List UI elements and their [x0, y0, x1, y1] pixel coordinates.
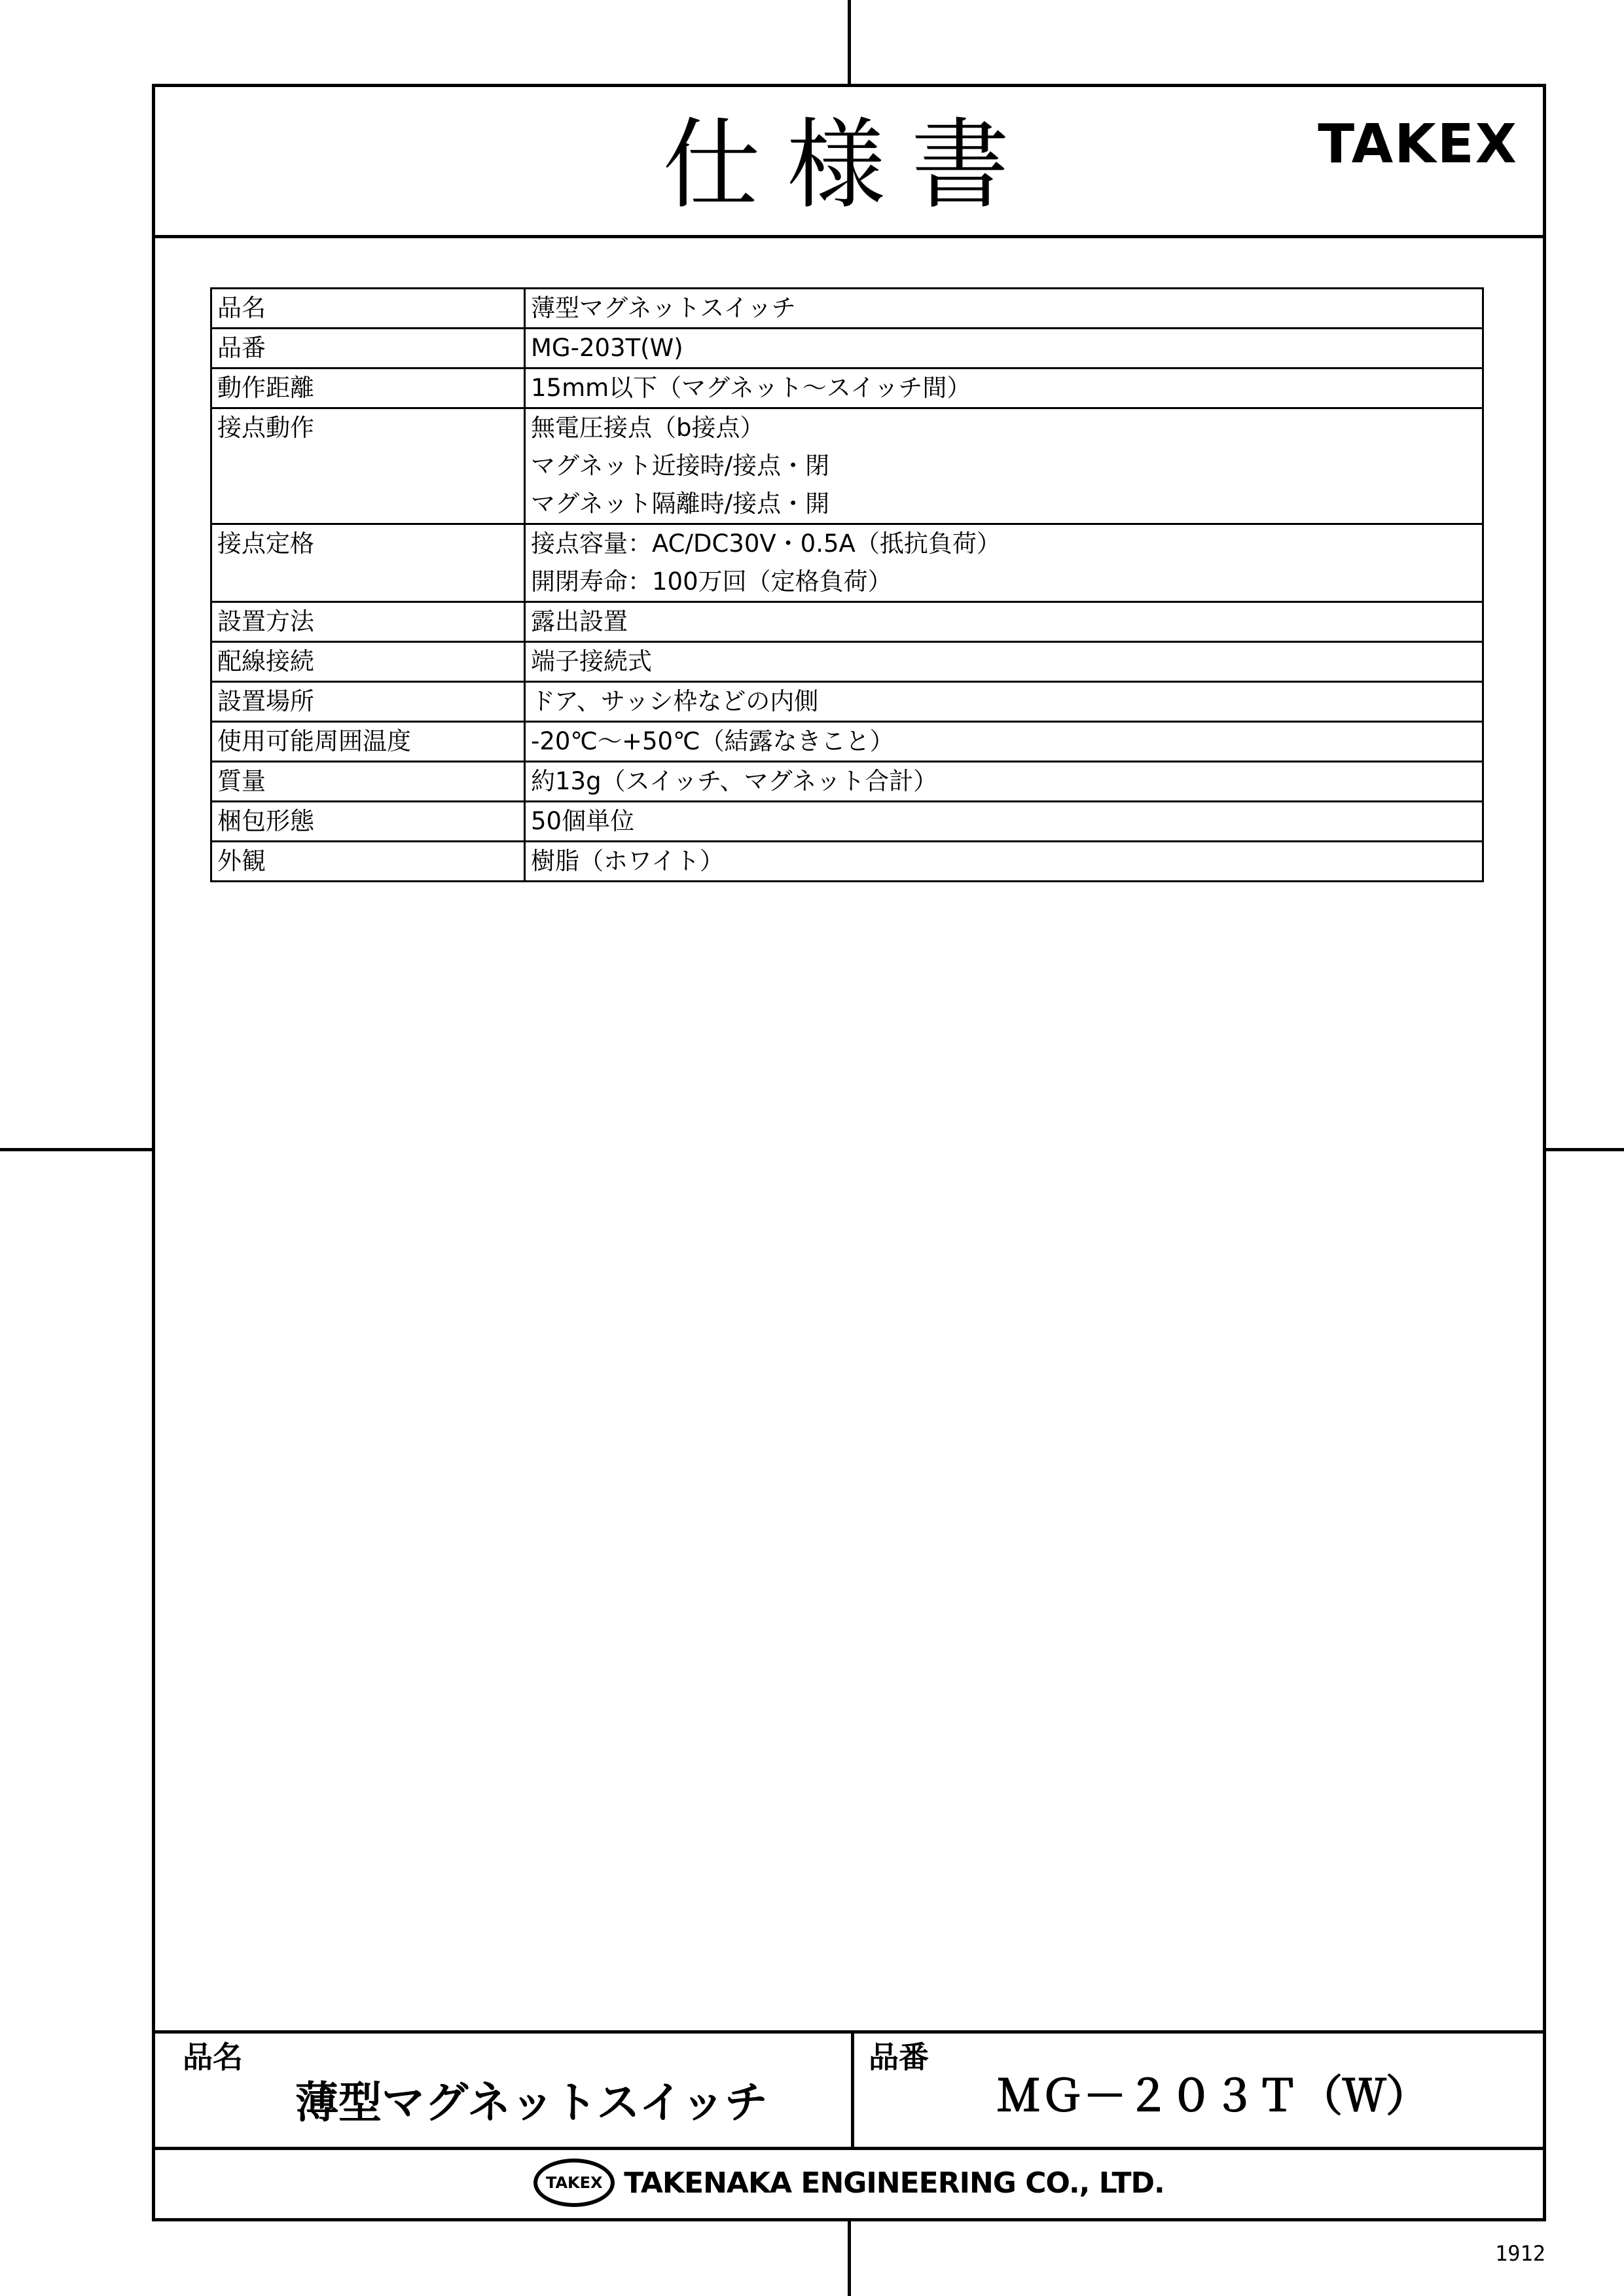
- spec-value-line: 端子接続式: [531, 647, 652, 675]
- spec-label: 接点動作: [211, 408, 525, 524]
- table-row: [211, 842, 1483, 882]
- spec-value-line: 薄型マグネットスイッチ: [531, 294, 796, 322]
- spec-value: [525, 368, 1483, 408]
- document-number: 1912: [1494, 2241, 1545, 2266]
- spec-value-line: 約13g（スイッチ、マグネット合計）: [531, 767, 938, 795]
- spec-value: [525, 408, 1483, 524]
- company-name: TAKENAKA ENGINEERING CO., LTD.: [624, 2166, 1164, 2200]
- spec-value: [525, 289, 1483, 329]
- spec-value: [525, 762, 1483, 802]
- footer-divider-top: [155, 2030, 1543, 2034]
- spec-label: 外観: [211, 842, 525, 882]
- table-row: [211, 642, 1483, 682]
- spec-value-line: 無電圧接点（b接点）: [531, 414, 765, 442]
- spec-label: 接点定格: [211, 524, 525, 602]
- table-row: [211, 368, 1483, 408]
- spec-value-line: ドア、サッシ枠などの内側: [531, 687, 819, 715]
- table-row: [211, 762, 1483, 802]
- spec-value: [525, 842, 1483, 882]
- footer-product-number-label: 品番: [869, 2039, 929, 2075]
- table-row: [211, 289, 1483, 329]
- spec-value-line: 開閉寿命：100万回（定格負荷）: [531, 567, 892, 596]
- table-row: [211, 802, 1483, 842]
- document-frame: [152, 84, 1546, 2221]
- spec-value-line: 樹脂（ホワイト）: [531, 847, 724, 875]
- company-row: [155, 2147, 1543, 2219]
- table-row: [211, 682, 1483, 722]
- table-row: [211, 329, 1483, 368]
- table-row: [211, 408, 1483, 524]
- spec-label: 設置場所: [211, 682, 525, 722]
- spec-value: [525, 642, 1483, 682]
- spec-label: 質量: [211, 762, 525, 802]
- footer-product-number: ＭＧ－２０３Ｔ（Ｗ）: [997, 2071, 1429, 2121]
- spec-value-line: マグネット隔離時/接点・開: [531, 490, 830, 518]
- crop-mark-left: [0, 1148, 152, 1151]
- header-divider: [155, 235, 1543, 238]
- footer-product-name-label: 品名: [183, 2039, 243, 2075]
- spec-value: [525, 722, 1483, 762]
- brand-logo: TAKEX: [1318, 113, 1518, 175]
- spec-value: [525, 602, 1483, 642]
- spec-value-line: -20℃～+50℃（結露なきこと）: [531, 727, 894, 755]
- spec-label: 動作距離: [211, 368, 525, 408]
- spec-value-line: 露出設置: [531, 607, 628, 636]
- table-row: [211, 602, 1483, 642]
- spec-value-line: 接点容量：AC/DC30V・0.5A（抵抗負荷）: [531, 529, 1001, 558]
- footer-column-divider: [851, 2030, 854, 2147]
- spec-label: 設置方法: [211, 602, 525, 642]
- footer-product-name: 薄型マグネットスイッチ: [295, 2077, 768, 2128]
- crop-mark-right: [1546, 1148, 1624, 1151]
- spec-value-line: MG-203T(W): [531, 334, 683, 362]
- spec-value: [525, 524, 1483, 602]
- table-row: [211, 722, 1483, 762]
- spec-label: 梱包形態: [211, 802, 525, 842]
- spec-table: [210, 287, 1484, 882]
- crop-mark-bottom: [848, 2221, 851, 2296]
- spec-label: 配線接続: [211, 642, 525, 682]
- spec-value: [525, 682, 1483, 722]
- spec-value: [525, 802, 1483, 842]
- spec-value-line: 50個単位: [531, 807, 635, 835]
- spec-value: [525, 329, 1483, 368]
- spec-value-line: マグネット近接時/接点・閉: [531, 452, 830, 480]
- spec-label: 品番: [211, 329, 525, 368]
- crop-mark-top: [848, 0, 851, 84]
- spec-value-line: 15mm以下（マグネット～スイッチ間）: [531, 374, 971, 402]
- document-title: 仕様書: [662, 109, 1036, 223]
- spec-label: 使用可能周囲温度: [211, 722, 525, 762]
- table-row: [211, 524, 1483, 602]
- company-emblem-logo: TAKEX: [533, 2159, 615, 2207]
- spec-label: 品名: [211, 289, 525, 329]
